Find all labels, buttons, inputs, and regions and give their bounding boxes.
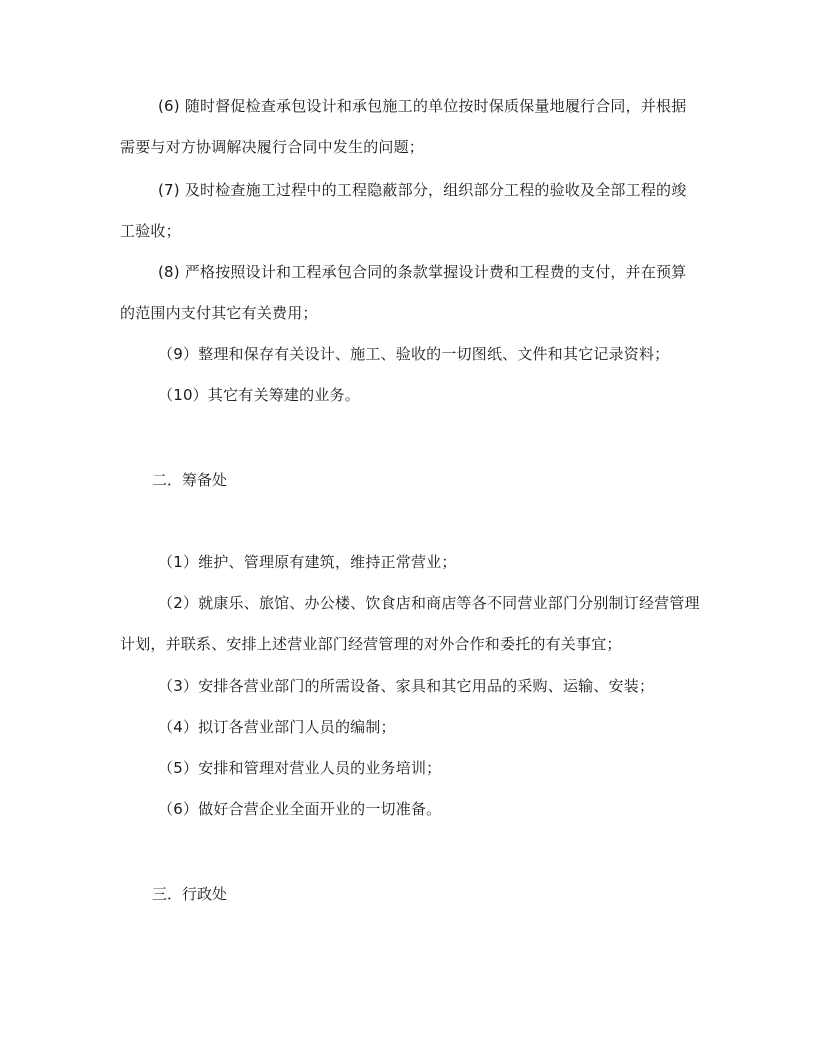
list-item: （2）就康乐、旅馆、办公楼、饮食店和商店等各不同营业部门分别制订经营管理计划，并联系、安排上述营业部门经营管理的对外合作和委托的有关事宜； <box>120 594 700 653</box>
section-heading-preparation-office: 二．筹备处 <box>152 471 228 489</box>
paragraph-item-8: (8) 严格按照设计和工程承包合同的条款掌握设计费和工程费的支付，并在预算的范围内支付其它有关费用； <box>120 263 687 322</box>
list-item: （3）安排各营业部门的所需设备、家具和其它用品的采购、运输、安装； <box>158 677 655 695</box>
paragraph-item-9: （9）整理和保存有关设计、施工、验收的一切图纸、文件和其它记录资料； <box>158 345 670 363</box>
section-heading-administration-office: 三．行政处 <box>152 885 228 903</box>
list-item: （5）安排和管理对营业人员的业务培训； <box>158 759 442 777</box>
list-item: （4）拟订各营业部门人员的编制； <box>158 718 396 736</box>
paragraph-item-10: （10）其它有关筹建的业务。 <box>158 386 360 404</box>
paragraph-item-7: (7) 及时检查施工过程中的工程隐蔽部分，组织部分工程的验收及全部工程的竣工验收； <box>120 181 687 240</box>
list-item: （6）做好合营企业全面开业的一切准备。 <box>158 800 442 818</box>
list-item: （1）维护、管理原有建筑，维持正常营业； <box>158 553 457 571</box>
paragraph-item-6: (6) 随时督促检查承包设计和承包施工的单位按时保质保量地履行合同，并根据需要与对方协调解决履行合同中发生的问题； <box>120 97 687 156</box>
